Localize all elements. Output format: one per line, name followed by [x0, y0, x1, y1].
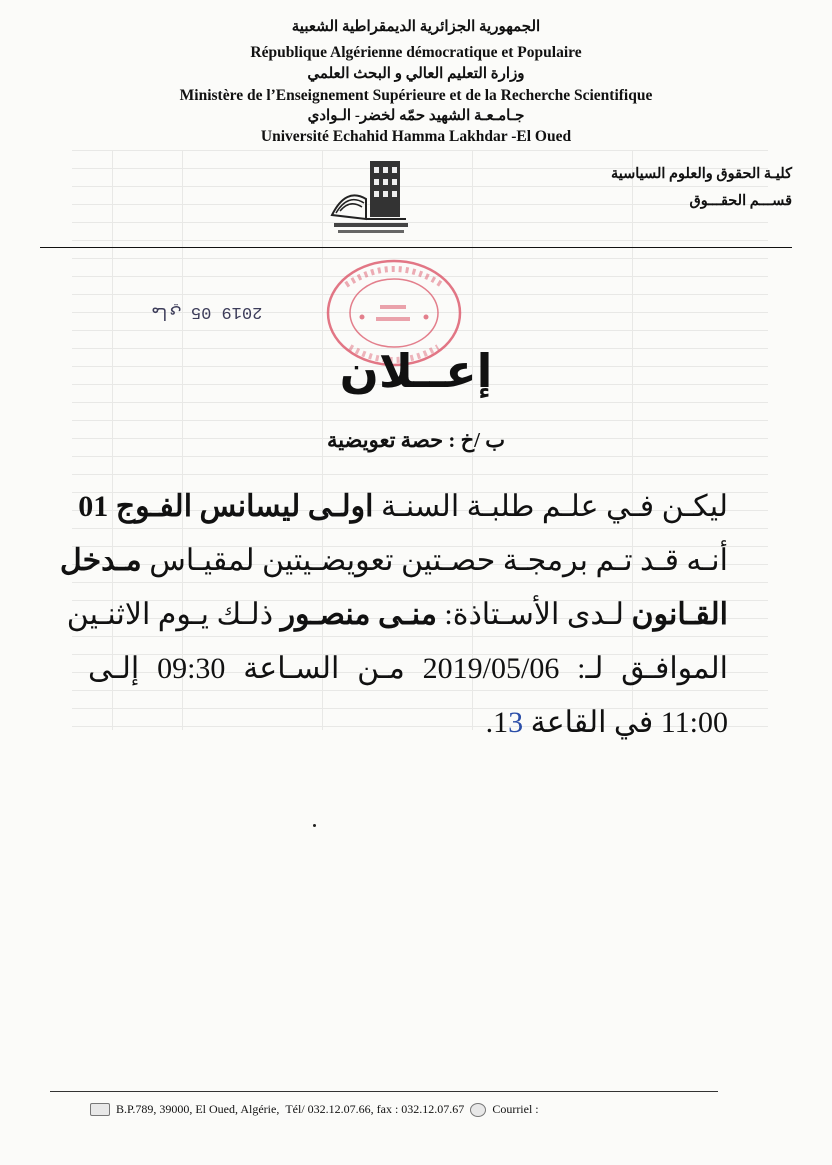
period: .: [485, 706, 494, 739]
university-french: Université Echahid Hamma Lakhdar -El Oued: [260, 128, 572, 145]
footer-contact: [90, 1102, 539, 1117]
department-name: قســـم الحقـــوق: [689, 193, 792, 209]
footer-address: B.P.789, 39000, El Oued, Algérie,: [116, 1102, 280, 1116]
announcement-subject: ب /خ : حصة تعويضية: [326, 428, 506, 452]
university-logo-icon: [326, 147, 416, 237]
body-line-1: [78, 480, 728, 534]
republic-french: République Algérienne démocratique et Populaire: [250, 44, 582, 61]
professor-name: منـى منصـور: [280, 598, 437, 631]
body-text: أنـه قـد تـم برمجـة حصـتين تعويضـيتين لمقيـاس: [141, 544, 728, 577]
body-text: ذلـك يـوم الاثنـين: [66, 598, 281, 631]
received-date-stamp: 2019 ماي 05: [150, 302, 263, 321]
module-name-part2: القـانون: [631, 598, 728, 631]
announcement-title: إعــلان: [339, 344, 493, 398]
module-name-part1: مـدخل: [59, 544, 142, 577]
body-line-5: [88, 696, 728, 750]
footer-phone-fax: Tél/ 032.12.07.66, fax : 032.12.07.67: [285, 1102, 465, 1116]
mailbox-icon: [90, 1103, 110, 1116]
group-label: اولـى ليسانس الفـوج 01: [78, 490, 374, 523]
body-line-2: [59, 534, 728, 588]
announcement-body: [59, 480, 728, 750]
faculty-name: كليـة الحقوق والعلوم السياسية: [610, 166, 792, 182]
footer-email-label: Courriel :: [492, 1102, 539, 1116]
body-text: لـدى الأسـتاذة:: [436, 598, 632, 631]
footer-divider: [50, 1091, 718, 1092]
body-text: ليكـن فـي علـم طلبـة السنـة: [373, 490, 728, 523]
header-divider: [40, 247, 792, 248]
date-time-text: الموافـق لـ: 2019/05/06 مـن السـاعة 09:30 إلـى: [88, 652, 728, 685]
university-arabic: جـامـعـة الشهيد حمّه لخضر- الـوادي: [307, 108, 525, 124]
room-number-handwritten: 3: [508, 706, 524, 739]
email-icon: [470, 1103, 486, 1117]
body-line-3: [66, 588, 728, 642]
ink-dot: [313, 824, 316, 827]
ministry-french: Ministère de l’Enseignement Supérieure et de la Recherche Scientifique: [179, 87, 653, 104]
republic-arabic: الجمهورية الجزائرية الديمقراطية الشعبية: [291, 19, 541, 35]
room-text: 11:00 في القاعة 1: [493, 706, 728, 739]
body-line-4: [88, 642, 728, 696]
ministry-arabic: وزارة التعليم العالي و البحث العلمي: [307, 66, 525, 82]
